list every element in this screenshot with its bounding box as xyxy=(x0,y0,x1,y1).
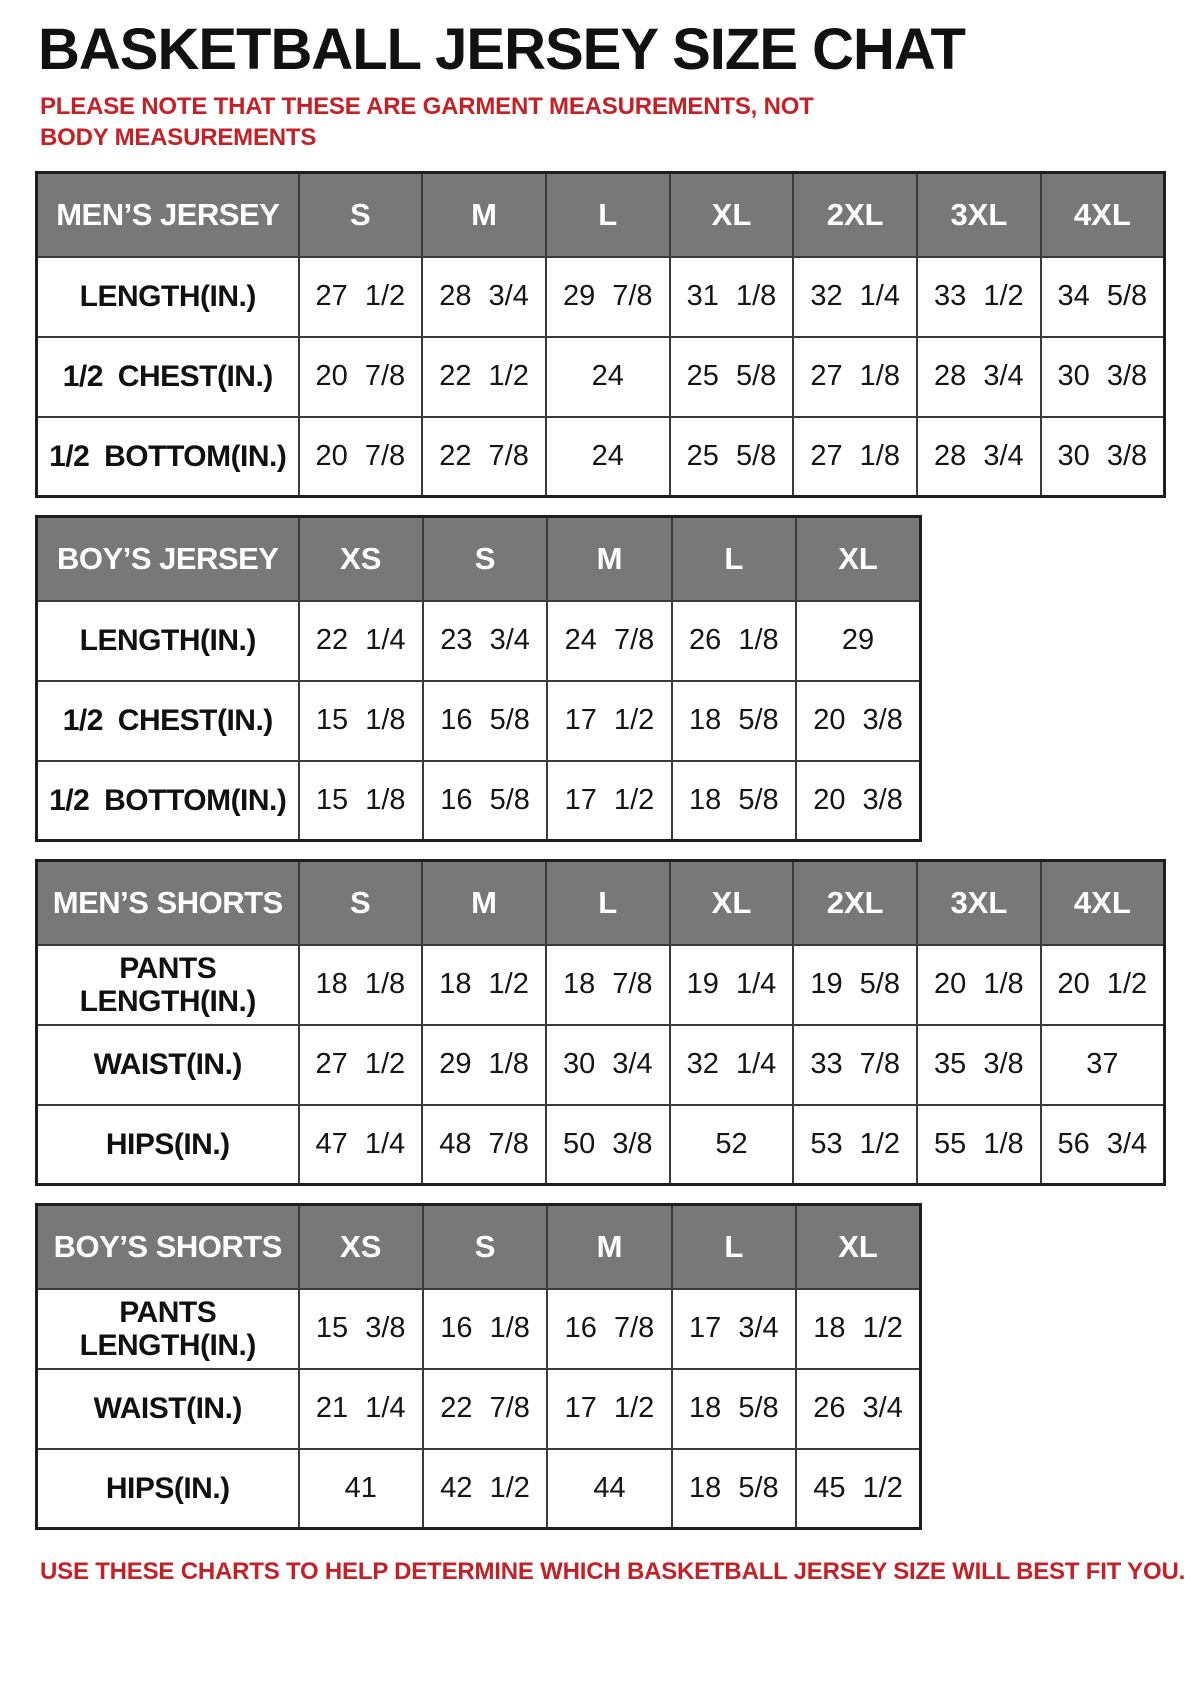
measurement-value: 17 1/2 xyxy=(547,1369,671,1449)
mens-shorts-size-header-2xl: 2XL xyxy=(793,861,917,945)
measurement-row xyxy=(37,257,1165,337)
boys-jersey-size-header-xl: XL xyxy=(796,517,920,601)
measurement-value: 16 7/8 xyxy=(547,1289,671,1369)
measurement-value: 15 1/8 xyxy=(299,681,423,761)
measurement-row xyxy=(37,681,921,761)
measurement-value: 20 3/8 xyxy=(796,681,920,761)
measurement-value: 27 1/8 xyxy=(793,417,917,497)
measurement-value: 27 1/2 xyxy=(299,257,423,337)
measurement-value: 18 7/8 xyxy=(546,945,670,1025)
measurement-value: 16 5/8 xyxy=(423,761,547,841)
measurement-value: 18 1/2 xyxy=(422,945,546,1025)
row-label: LENGTH(IN.) xyxy=(37,601,299,681)
row-label: HIPS(IN.) xyxy=(37,1449,299,1529)
measurement-row xyxy=(37,1105,1165,1185)
page-title: BASKETBALL JERSEY SIZE CHAT xyxy=(38,17,965,82)
row-label: LENGTH(IN.) xyxy=(37,257,299,337)
mens-shorts-size-header-s: S xyxy=(299,861,423,945)
measurement-value: 27 1/8 xyxy=(793,337,917,417)
measurement-value: 29 7/8 xyxy=(546,257,670,337)
measurement-value: 16 1/8 xyxy=(423,1289,547,1369)
measurement-value: 33 7/8 xyxy=(793,1025,917,1105)
measurement-value: 26 3/4 xyxy=(796,1369,920,1449)
table-boys-jersey xyxy=(35,515,922,842)
measurement-value: 45 1/2 xyxy=(796,1449,920,1529)
boys-jersey-header-row xyxy=(37,517,921,601)
measurement-value: 48 7/8 xyxy=(422,1105,546,1185)
measurement-value: 44 xyxy=(547,1449,671,1529)
measurement-row xyxy=(37,1025,1165,1105)
measurement-value: 33 1/2 xyxy=(917,257,1041,337)
mens-shorts-header-row xyxy=(37,861,1165,945)
mens-jersey-header-row xyxy=(37,173,1165,257)
boys-shorts-size-header-xs: XS xyxy=(299,1205,423,1289)
measurement-value: 17 1/2 xyxy=(547,761,671,841)
measurement-value: 56 3/4 xyxy=(1041,1105,1165,1185)
measurement-value: 29 1/8 xyxy=(422,1025,546,1105)
table-mens-jersey xyxy=(35,171,1166,498)
measurement-value: 20 7/8 xyxy=(299,417,423,497)
boys-shorts-header-row xyxy=(37,1205,921,1289)
boys-shorts-size-header-xl: XL xyxy=(796,1205,920,1289)
boys-shorts-size-header-l: L xyxy=(672,1205,796,1289)
mens-jersey-size-header-m: M xyxy=(422,173,546,257)
measurement-row xyxy=(37,417,1165,497)
row-label: HIPS(IN.) xyxy=(37,1105,299,1185)
measurement-value: 18 1/2 xyxy=(796,1289,920,1369)
measurement-value: 21 1/4 xyxy=(299,1369,423,1449)
measurement-value: 18 5/8 xyxy=(672,761,796,841)
mens-shorts-size-header-l: L xyxy=(546,861,670,945)
mens-shorts-size-header-4xl: 4XL xyxy=(1041,861,1165,945)
measurement-value: 22 7/8 xyxy=(423,1369,547,1449)
boys-jersey-size-header-m: M xyxy=(547,517,671,601)
measurement-value: 25 5/8 xyxy=(670,417,794,497)
boys-shorts-size-header-m: M xyxy=(547,1205,671,1289)
measurement-value: 37 xyxy=(1041,1025,1165,1105)
mens-shorts-size-header-m: M xyxy=(422,861,546,945)
measurement-value: 17 3/4 xyxy=(672,1289,796,1369)
measurement-value: 20 3/8 xyxy=(796,761,920,841)
measurement-value: 16 5/8 xyxy=(423,681,547,761)
measurement-value: 22 1/2 xyxy=(422,337,546,417)
mens-jersey-table-title: MEN’S JERSEY xyxy=(37,173,299,257)
measurement-value: 18 5/8 xyxy=(672,1369,796,1449)
measurement-value: 25 5/8 xyxy=(670,337,794,417)
measurement-value: 53 1/2 xyxy=(793,1105,917,1185)
measurement-value: 28 3/4 xyxy=(422,257,546,337)
measurement-value: 28 3/4 xyxy=(917,337,1041,417)
measurement-value: 32 1/4 xyxy=(793,257,917,337)
measurement-value: 18 5/8 xyxy=(672,681,796,761)
measurement-row xyxy=(37,1369,921,1449)
mens-jersey-size-header-s: S xyxy=(299,173,423,257)
measurement-value: 20 1/8 xyxy=(917,945,1041,1025)
row-label: PANTS LENGTH(IN.) xyxy=(37,1289,299,1369)
measurement-value: 55 1/8 xyxy=(917,1105,1041,1185)
measurement-value: 15 3/8 xyxy=(299,1289,423,1369)
mens-shorts-size-header-3xl: 3XL xyxy=(917,861,1041,945)
measurement-value: 41 xyxy=(299,1449,423,1529)
row-label: 1/2 CHEST(IN.) xyxy=(37,681,299,761)
mens-shorts-size-header-xl: XL xyxy=(670,861,794,945)
measurement-value: 47 1/4 xyxy=(299,1105,423,1185)
measurement-value: 20 7/8 xyxy=(299,337,423,417)
garment-measurements-note: PLEASE NOTE THAT THESE ARE GARMENT MEASUREMENTS, NOT BODY MEASUREMENTS xyxy=(40,92,814,152)
measurement-value: 23 3/4 xyxy=(423,601,547,681)
measurement-value: 29 xyxy=(796,601,920,681)
measurement-value: 19 5/8 xyxy=(793,945,917,1025)
measurement-value: 18 1/8 xyxy=(299,945,423,1025)
measurement-value: 15 1/8 xyxy=(299,761,423,841)
measurement-row xyxy=(37,1449,921,1529)
boys-jersey-size-header-xs: XS xyxy=(299,517,423,601)
mens-jersey-size-header-2xl: 2XL xyxy=(793,173,917,257)
row-label: 1/2 BOTTOM(IN.) xyxy=(37,761,299,841)
measurement-value: 42 1/2 xyxy=(423,1449,547,1529)
measurement-value: 24 xyxy=(546,417,670,497)
mens-jersey-size-header-3xl: 3XL xyxy=(917,173,1041,257)
boys-jersey-table-title: BOY’S JERSEY xyxy=(37,517,299,601)
measurement-value: 30 3/8 xyxy=(1041,337,1165,417)
measurement-value: 26 1/8 xyxy=(672,601,796,681)
mens-jersey-size-header-l: L xyxy=(546,173,670,257)
measurement-value: 20 1/2 xyxy=(1041,945,1165,1025)
measurement-value: 22 7/8 xyxy=(422,417,546,497)
row-label: PANTS LENGTH(IN.) xyxy=(37,945,299,1025)
measurement-value: 35 3/8 xyxy=(917,1025,1041,1105)
measurement-row xyxy=(37,601,921,681)
mens-shorts-table-title: MEN’S SHORTS xyxy=(37,861,299,945)
row-label: 1/2 CHEST(IN.) xyxy=(37,337,299,417)
table-mens-shorts xyxy=(35,859,1166,1186)
measurement-value: 52 xyxy=(670,1105,794,1185)
measurement-row xyxy=(37,761,921,841)
mens-jersey-size-header-xl: XL xyxy=(670,173,794,257)
measurement-value: 18 5/8 xyxy=(672,1449,796,1529)
row-label: WAIST(IN.) xyxy=(37,1025,299,1105)
boys-jersey-size-header-s: S xyxy=(423,517,547,601)
measurement-value: 17 1/2 xyxy=(547,681,671,761)
measurement-row xyxy=(37,945,1165,1025)
measurement-row xyxy=(37,337,1165,417)
measurement-row xyxy=(37,1289,921,1369)
row-label: WAIST(IN.) xyxy=(37,1369,299,1449)
measurement-value: 22 1/4 xyxy=(299,601,423,681)
boys-jersey-size-header-l: L xyxy=(672,517,796,601)
measurement-value: 50 3/8 xyxy=(546,1105,670,1185)
measurement-value: 31 1/8 xyxy=(670,257,794,337)
fit-advice-note: USE THESE CHARTS TO HELP DETERMINE WHICH BASKETBALL JERSEY SIZE WILL BEST FIT YOU. xyxy=(40,1558,1186,1586)
measurement-value: 34 5/8 xyxy=(1041,257,1165,337)
measurement-value: 28 3/4 xyxy=(917,417,1041,497)
measurement-value: 30 3/4 xyxy=(546,1025,670,1105)
measurement-value: 19 1/4 xyxy=(670,945,794,1025)
size-tables-container xyxy=(35,171,1200,1530)
mens-jersey-size-header-4xl: 4XL xyxy=(1041,173,1165,257)
measurement-value: 30 3/8 xyxy=(1041,417,1165,497)
measurement-value: 24 xyxy=(546,337,670,417)
measurement-value: 27 1/2 xyxy=(299,1025,423,1105)
boys-shorts-table-title: BOY’S SHORTS xyxy=(37,1205,299,1289)
boys-shorts-size-header-s: S xyxy=(423,1205,547,1289)
measurement-value: 24 7/8 xyxy=(547,601,671,681)
table-boys-shorts xyxy=(35,1203,922,1530)
row-label: 1/2 BOTTOM(IN.) xyxy=(37,417,299,497)
measurement-value: 32 1/4 xyxy=(670,1025,794,1105)
